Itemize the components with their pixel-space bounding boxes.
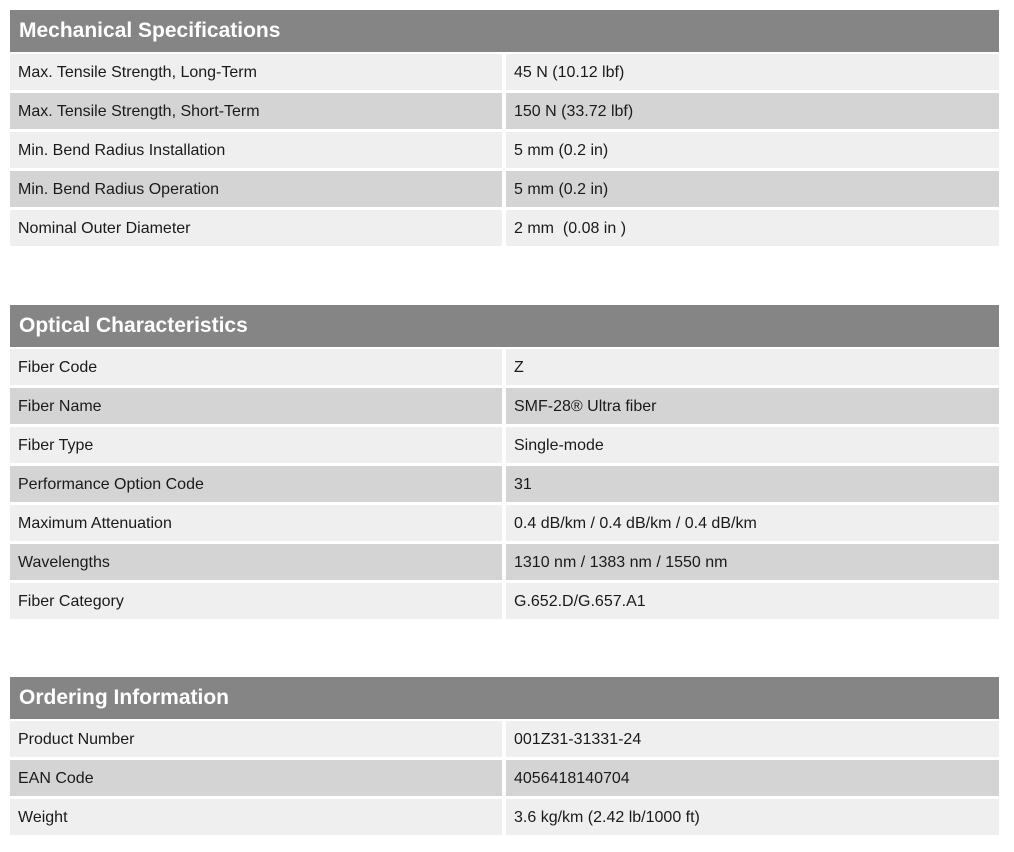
row-label: EAN Code — [10, 760, 502, 796]
ordering-information-table — [10, 677, 999, 838]
row-value: 0.4 dB/km / 0.4 dB/km / 0.4 dB/km — [506, 505, 999, 541]
optical-characteristics-table — [10, 305, 999, 622]
table-row — [10, 93, 999, 132]
row-label: Fiber Category — [10, 583, 502, 619]
row-value: 2 mm (0.08 in ) — [506, 210, 999, 246]
table-row — [10, 210, 999, 249]
section-title: Mechanical Specifications — [10, 10, 999, 52]
table-row — [10, 583, 999, 622]
section-title: Ordering Information — [10, 677, 999, 719]
row-label: Max. Tensile Strength, Long-Term — [10, 54, 502, 90]
row-value: 1310 nm / 1383 nm / 1550 nm — [506, 544, 999, 580]
row-value: Z — [506, 349, 999, 385]
row-label: Product Number — [10, 721, 502, 757]
table-row — [10, 721, 999, 760]
row-value: SMF-28® Ultra fiber — [506, 388, 999, 424]
table-row — [10, 505, 999, 544]
table-row — [10, 388, 999, 427]
row-value: 4056418140704 — [506, 760, 999, 796]
row-label: Maximum Attenuation — [10, 505, 502, 541]
row-label: Performance Option Code — [10, 466, 502, 502]
row-value: 5 mm (0.2 in) — [506, 132, 999, 168]
table-row — [10, 171, 999, 210]
table-row — [10, 544, 999, 583]
row-value: 5 mm (0.2 in) — [506, 171, 999, 207]
row-value: Single-mode — [506, 427, 999, 463]
table-row — [10, 132, 999, 171]
table-row — [10, 466, 999, 505]
table-row — [10, 427, 999, 466]
row-label: Fiber Code — [10, 349, 502, 385]
table-row — [10, 799, 999, 838]
mechanical-specifications-table — [10, 10, 999, 249]
row-label: Weight — [10, 799, 502, 835]
row-label: Nominal Outer Diameter — [10, 210, 502, 246]
section-title: Optical Characteristics — [10, 305, 999, 347]
table-row — [10, 54, 999, 93]
row-label: Min. Bend Radius Operation — [10, 171, 502, 207]
row-label: Max. Tensile Strength, Short-Term — [10, 93, 502, 129]
row-value: 45 N (10.12 lbf) — [506, 54, 999, 90]
row-label: Fiber Name — [10, 388, 502, 424]
row-value: 3.6 kg/km (2.42 lb/1000 ft) — [506, 799, 999, 835]
row-value: G.652.D/G.657.A1 — [506, 583, 999, 619]
row-value: 150 N (33.72 lbf) — [506, 93, 999, 129]
row-value: 31 — [506, 466, 999, 502]
row-value: 001Z31-31331-24 — [506, 721, 999, 757]
row-label: Fiber Type — [10, 427, 502, 463]
table-row — [10, 349, 999, 388]
row-label: Min. Bend Radius Installation — [10, 132, 502, 168]
table-row — [10, 760, 999, 799]
row-label: Wavelengths — [10, 544, 502, 580]
